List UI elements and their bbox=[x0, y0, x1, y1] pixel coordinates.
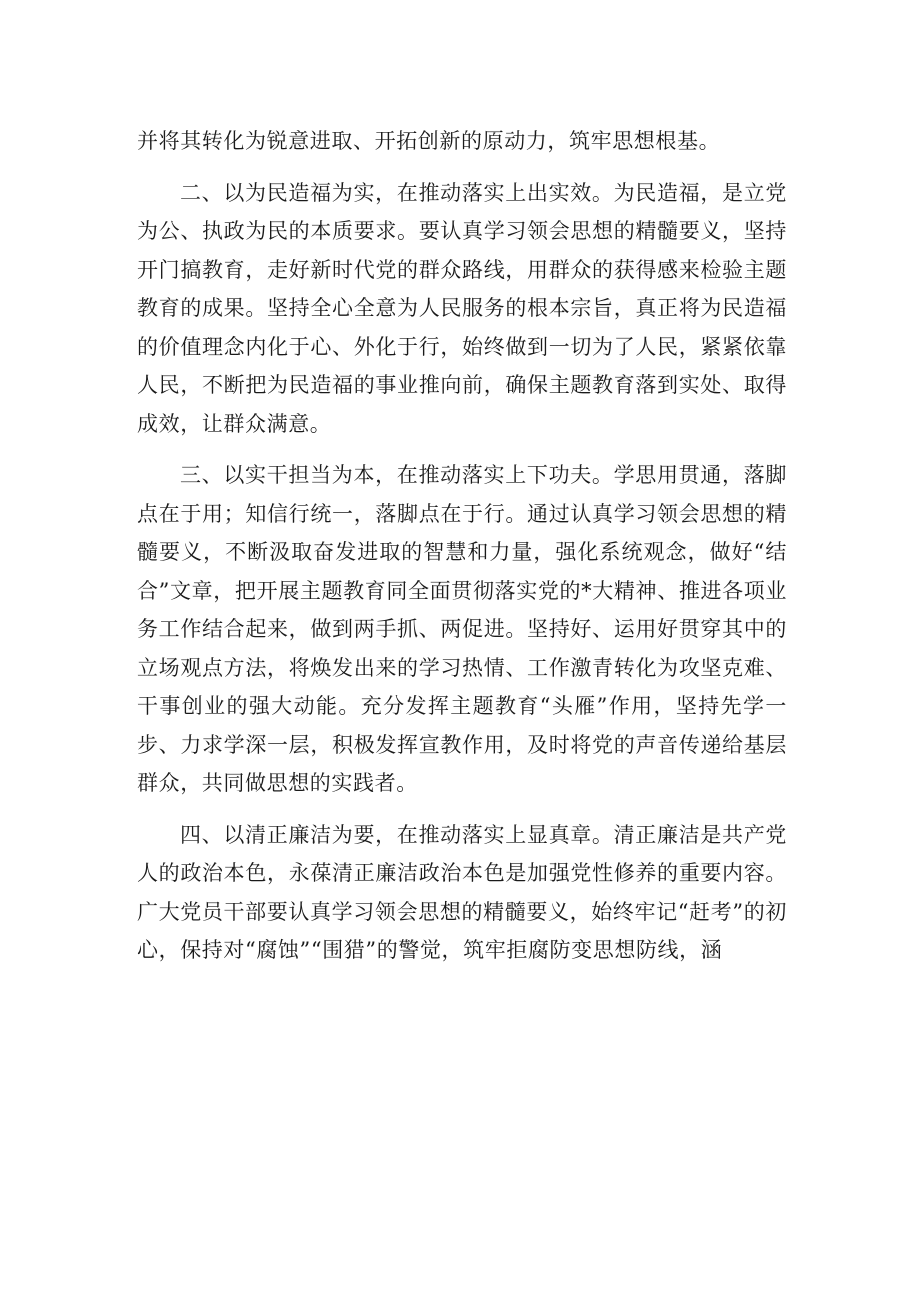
document-body bbox=[137, 122, 787, 970]
paragraph-section-2: 二、以为民造福为实，在推动落实上出实效。为民造福，是立党为公、执政为民的本质要求。要认真学习领会思想的精髓要义，坚持开门搞教育，走好新时代党的群众路线，用群众的获得感来检验主题教育的成果。坚持全心全意为人民服务的根本宗旨，真正将为民造福的价值理念内化于心、外化于行，始终做到一切为了人民，紧紧依靠人民，不断把为民造福的事业推向前，确保主题教育落到实处、取得成效，让群众满意。 bbox=[137, 180, 787, 436]
paragraph-continuation: 并将其转化为锐意进取、开拓创新的原动力，筑牢思想根基。 bbox=[137, 129, 721, 153]
paragraph-section-3: 三、以实干担当为本，在推动落实上下功夫。学思用贯通，落脚点在于用；知信行统一，落脚点在于行。通过认真学习领会思想的精髓要义，不断汲取奋发进取的智慧和力量，强化系统观念，做好“结合”文章，把开展主题教育同全面贯彻落实党的*大精神、推进各项业务工作结合起来，做到两手抓、两促进。坚持好、运用好贯穿其中的立场观点方法，将焕发出来的学习热情、工作激青转化为攻坚克难、干事创业的强大动能。充分发挥主题教育“头雁”作用，坚持先学一步、力求学深一层，积极发挥宣教作用，及时将党的声音传递给基层群众，共同做思想的实践者。 bbox=[137, 463, 787, 795]
paragraph-gap bbox=[137, 161, 787, 174]
paragraph-gap bbox=[137, 443, 787, 456]
paragraph-gap bbox=[137, 803, 787, 816]
paragraph-section-4: 四、以清正廉洁为要，在推动落实上显真章。清正廉洁是共产党人的政治本色，永葆清正廉洁政治本色是加强党性修养的重要内容。广大党员干部要认真学习领会思想的精髓要义，始终牢记“赶考”的初心，保持对“腐蚀”“围猎”的警觉，筑牢拒腐防变思想防线，涵 bbox=[137, 822, 787, 962]
